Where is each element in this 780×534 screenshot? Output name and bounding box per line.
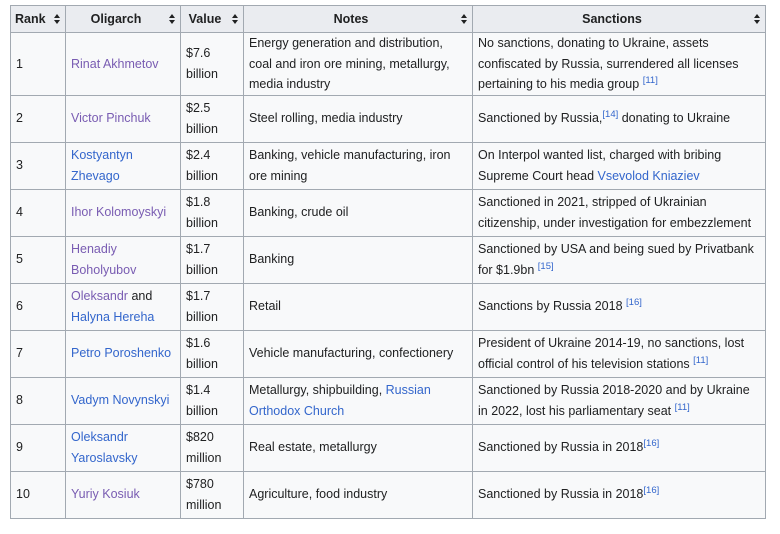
value-cell: $1.7 billion xyxy=(181,236,244,283)
notes-text: Retail xyxy=(249,299,281,314)
notes-text: Metallurgy, shipbuilding, xyxy=(249,383,386,397)
notes-text: Banking xyxy=(249,252,295,267)
oligarch-column-header[interactable] xyxy=(66,6,181,33)
sanctions-text: donating to Ukraine xyxy=(618,111,731,126)
reference-link[interactable]: [14] xyxy=(602,109,619,121)
sanctions-cell xyxy=(473,471,766,518)
rank-cell: 8 xyxy=(11,377,66,424)
value-cell: $1.7 billion xyxy=(181,283,244,330)
rank-cell: 7 xyxy=(11,330,66,377)
table-row xyxy=(11,330,766,377)
reference-link[interactable]: [15] xyxy=(537,260,554,272)
oligarch-cell xyxy=(66,33,181,96)
oligarchs-table xyxy=(10,5,766,519)
value-header-label: Value xyxy=(188,11,222,26)
value-cell: $820 million xyxy=(181,424,244,471)
sanctions-cell xyxy=(473,33,766,96)
table-row xyxy=(11,33,766,96)
reference-link[interactable]: [11] xyxy=(674,401,690,413)
sanctions-cell xyxy=(473,377,766,424)
table-row xyxy=(11,142,766,189)
value-cell: $2.5 billion xyxy=(181,95,244,142)
notes-cell xyxy=(244,283,473,330)
sanctions-cell xyxy=(473,95,766,142)
sanctions-cell xyxy=(473,142,766,189)
sanctions-column-header[interactable] xyxy=(473,6,766,33)
notes-text: Steel rolling, media industry xyxy=(249,111,403,126)
oligarch-name-link[interactable]: Henadiy Boholyubov xyxy=(71,242,137,277)
rank-cell: 2 xyxy=(11,95,66,142)
notes-text: Energy generation and distribution, coal and iron ore mining, metallurgy, media industry xyxy=(249,36,450,91)
reference-link[interactable]: [16] xyxy=(626,297,642,309)
oligarch-cell xyxy=(66,189,181,236)
rank-cell: 5 xyxy=(11,236,66,283)
oligarch-cell xyxy=(66,283,181,330)
notes-text: Real estate, metallurgy xyxy=(249,440,377,455)
sanctions-text: Sanctioned by Russia, xyxy=(478,111,603,126)
oligarch-name-link[interactable]: Yuriy Kosiuk xyxy=(71,487,140,502)
rank-column-header[interactable] xyxy=(11,6,66,33)
sort-icon[interactable] xyxy=(461,14,467,24)
rank-cell: 10 xyxy=(11,471,66,518)
oligarch-header-label: Oligarch xyxy=(90,11,142,26)
sanctions-text: Sanctioned by Russia 2018-2020 and by Ukraine in 2022, lost his parliamentary seat xyxy=(478,383,750,418)
notes-cell xyxy=(244,424,473,471)
notes-column-header[interactable] xyxy=(244,6,473,33)
table-row xyxy=(11,377,766,424)
sanctions-text: On Interpol wanted list, charged with bribing Supreme Court head xyxy=(478,148,722,183)
notes-text: Agriculture, food industry xyxy=(249,487,388,502)
sanctions-text: No sanctions, donating to Ukraine, assets confiscated by Russia, surrendered all licenses pertaining to his media group xyxy=(478,36,739,91)
sanctions-cell xyxy=(473,424,766,471)
value-cell: $1.6 billion xyxy=(181,330,244,377)
table-row xyxy=(11,189,766,236)
table-row xyxy=(11,95,766,142)
oligarch-cell xyxy=(66,236,181,283)
sanctions-header-label: Sanctions xyxy=(582,11,642,26)
sanctions-text: President of Ukraine 2014-19, no sanctions, lost official control of his television stations xyxy=(478,336,745,371)
sort-icon[interactable] xyxy=(169,14,175,24)
oligarch-name-link[interactable]: Victor Pinchuk xyxy=(71,111,151,126)
notes-cell xyxy=(244,236,473,283)
sort-icon[interactable] xyxy=(54,14,60,24)
value-cell: $2.4 billion xyxy=(181,142,244,189)
sort-icon[interactable] xyxy=(754,14,760,24)
reference-link[interactable]: [11] xyxy=(693,354,709,366)
oligarch-name-link[interactable]: Kostyantyn Zhevago xyxy=(71,148,133,183)
table-row xyxy=(11,471,766,518)
sanctions-cell xyxy=(473,189,766,236)
reference-link[interactable]: [16] xyxy=(643,438,660,450)
oligarch-name-link[interactable]: Ihor Kolomoyskyi xyxy=(71,205,167,220)
sanctions-cell xyxy=(473,236,766,283)
sort-icon[interactable] xyxy=(232,14,238,24)
value-column-header[interactable] xyxy=(181,6,244,33)
table-body xyxy=(11,33,766,519)
sanctions-text: Sanctioned by Russia in 2018 xyxy=(478,487,644,502)
sanctions-text: Sanctioned by Russia in 2018 xyxy=(478,440,644,455)
oligarch-name-link[interactable]: Vadym Novynskyi xyxy=(71,393,170,408)
oligarch-cell xyxy=(66,142,181,189)
notes-text: Banking, vehicle manufacturing, iron ore mining xyxy=(249,148,451,183)
sanctions-text: Sanctioned by USA and being sued by Privatbank for $1.9bn xyxy=(478,242,754,277)
reference-link[interactable]: [16] xyxy=(643,485,660,497)
oligarch-name-link[interactable]: Oleksandr Yaroslavsky xyxy=(71,430,138,465)
sanctions-cell xyxy=(473,330,766,377)
oligarch-cell xyxy=(66,424,181,471)
oligarch-cell xyxy=(66,377,181,424)
rank-header-label: Rank xyxy=(15,11,46,26)
notes-cell xyxy=(244,189,473,236)
notes-cell xyxy=(244,95,473,142)
notes-text: Vehicle manufacturing, confectionery xyxy=(249,346,454,361)
sanctions-text: Sanctions by Russia 2018 xyxy=(478,299,627,314)
oligarch-name-link[interactable]: Rinat Akhmetov xyxy=(71,56,159,71)
table-row xyxy=(11,236,766,283)
notes-cell xyxy=(244,142,473,189)
rank-cell: 3 xyxy=(11,142,66,189)
value-cell: $7.6 billion xyxy=(181,33,244,96)
sanctions-link[interactable]: Vsevolod Kniaziev xyxy=(597,168,700,183)
notes-header-label: Notes xyxy=(333,11,369,26)
oligarch-cell xyxy=(66,95,181,142)
oligarch-name-link[interactable]: Oleksandr xyxy=(71,289,128,303)
oligarch-name-link[interactable]: Halyna Hereha xyxy=(71,309,155,324)
sanctions-cell xyxy=(473,283,766,330)
oligarch-cell xyxy=(66,471,181,518)
sanctions-text: Sanctioned in 2021, stripped of Ukrainian citizenship, under investigation for embezzlement xyxy=(478,195,752,230)
notes-link[interactable]: Russian Orthodox Church xyxy=(249,383,431,418)
table-row xyxy=(11,283,766,330)
rank-cell: 6 xyxy=(11,283,66,330)
oligarch-cell xyxy=(66,330,181,377)
notes-cell xyxy=(244,33,473,96)
notes-cell xyxy=(244,471,473,518)
notes-text: Banking, crude oil xyxy=(249,205,349,220)
oligarch-name-text: and xyxy=(127,289,153,303)
table-row xyxy=(11,424,766,471)
value-cell: $780 million xyxy=(181,471,244,518)
rank-cell: 9 xyxy=(11,424,66,471)
rank-cell: 4 xyxy=(11,189,66,236)
header-row xyxy=(11,6,766,33)
rank-cell: 1 xyxy=(11,33,66,96)
notes-cell xyxy=(244,377,473,424)
value-cell: $1.4 billion xyxy=(181,377,244,424)
oligarch-name-link[interactable]: Petro Poroshenko xyxy=(71,346,172,361)
reference-link[interactable]: [11] xyxy=(642,74,658,86)
value-cell: $1.8 billion xyxy=(181,189,244,236)
notes-cell xyxy=(244,330,473,377)
